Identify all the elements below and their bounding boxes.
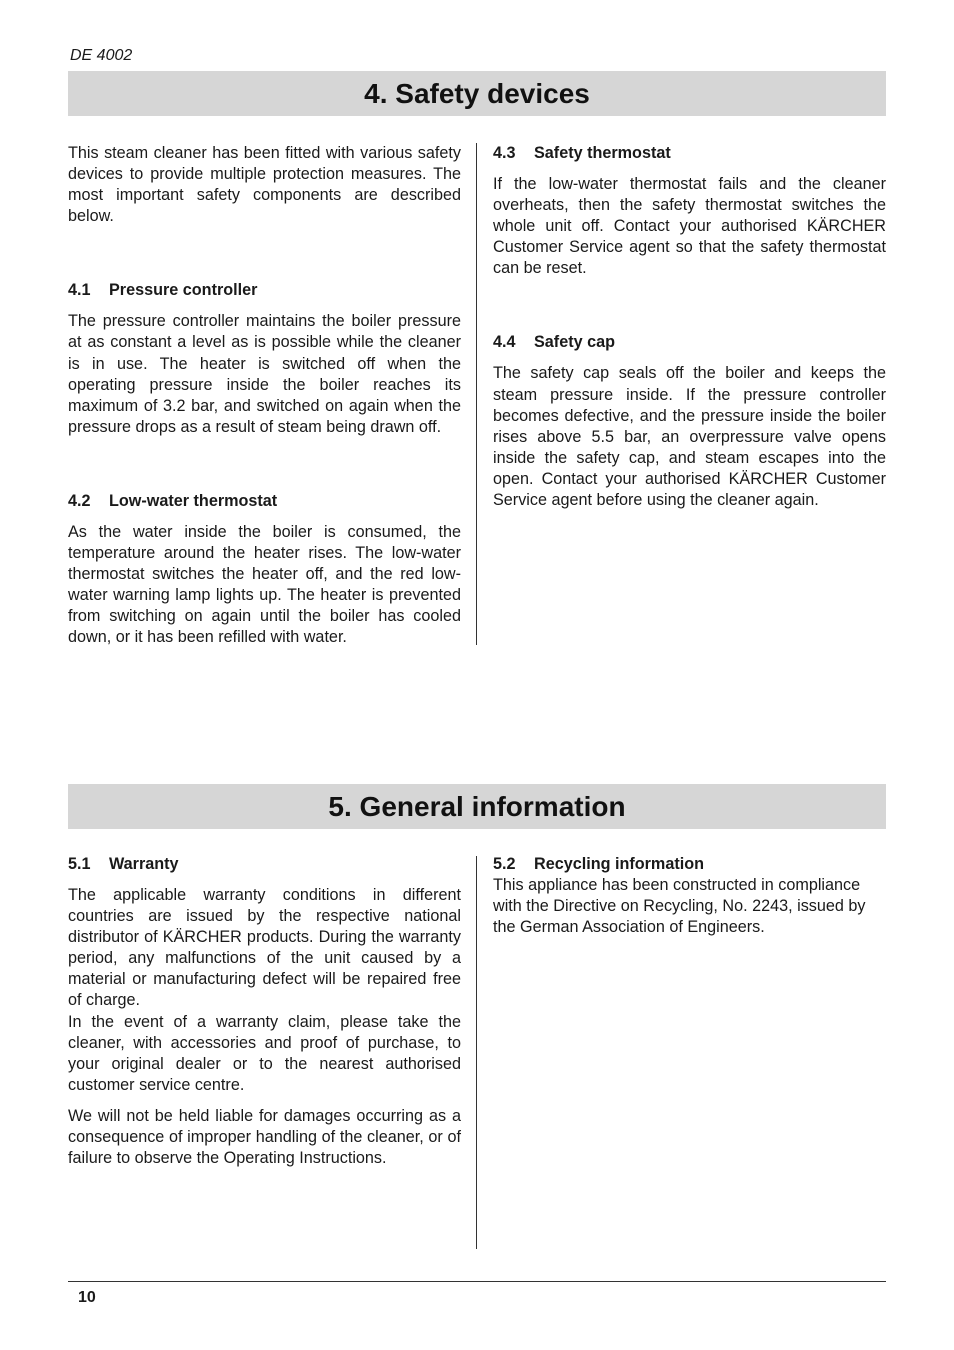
- section-5-left-column: [68, 854, 461, 1179]
- section-5-right-column: [493, 854, 886, 948]
- section-4-heading: 4. Safety devices: [68, 71, 886, 116]
- heading-5-2: 5.2 Recycling information: [493, 855, 704, 873]
- paragraph-4-3: If the low-water thermostat fails and the cleaner overheats, then the safety thermostat switches the whole unit off. Contact your authorised KÄRCHER Customer Service agent so that the safety thermostat can be reset.: [493, 175, 886, 278]
- section-4-left-column: [68, 143, 461, 659]
- paragraph-4-1: The pressure controller maintains the boiler pressure at as constant a level as is possible while the cleaner is in use. The heater is switched off when the operating pressure inside the boiler reaches its maximum of 3.2 bar, and switched on again when the pressure drops as a result of steam being drawn off.: [68, 312, 461, 436]
- intro-paragraph: This steam cleaner has been fitted with various safety devices to provide multiple protection measures. The most important safety components are described below.: [68, 144, 461, 226]
- model-label: DE 4002: [70, 47, 133, 64]
- footer-rule: [68, 1281, 886, 1282]
- column-divider: [476, 856, 477, 1249]
- page-number: 10: [78, 1289, 96, 1306]
- heading-4-3: 4.3 Safety thermostat: [493, 144, 671, 162]
- column-divider: [476, 143, 477, 645]
- section-5-heading: 5. General information: [68, 784, 886, 829]
- paragraph-4-4: The safety cap seals off the boiler and keeps the steam pressure inside. If the pressure controller becomes defective, and the pressure inside the boiler rises above 5.5 bar, an overpressure valve opens inside the safety cap, and steam escapes into the open. Contact your authorised KÄRCHER Customer Service agent before using the cleaner again.: [493, 364, 886, 510]
- paragraph-5-2: This appliance has been constructed in compliance with the Directive on Recycling, No. 2243, issued by the German Association of Engineers.: [493, 876, 866, 937]
- section-4-right-column: [493, 143, 886, 521]
- heading-4-4: 4.4 Safety cap: [493, 333, 615, 352]
- paragraph-5-1-b: In the event of a warranty claim, please take the cleaner, with accessories and proof of purchase, to your original dealer or to the nearest authorised customer service centre.: [68, 1012, 461, 1094]
- paragraph-4-2: As the water inside the boiler is consumed, the temperature around the heater rises. The low-water thermostat switches the heater off, and the red low-water warning lamp lights up. The heater is prevented from switching on again until the boiler has cooled down, or it has been refilled with water.: [68, 522, 461, 647]
- paragraph-5-1-a: The applicable warranty conditions in different countries are issued by the respective national distributor of KÄRCHER products. During the warranty period, any malfunctions of the unit caused by a material or manufacturing defect will be repaired free of charge.: [68, 886, 461, 1010]
- heading-4-1: 4.1 Pressure controller: [68, 281, 258, 300]
- paragraph-5-1-c: We will not be held liable for damages occurring as a consequence of improper handling of the cleaner, or of failure to observe the Operating Instructions.: [68, 1106, 461, 1168]
- heading-5-1: 5.1 Warranty: [68, 855, 179, 873]
- heading-4-2: 4.2 Low-water thermostat: [68, 491, 278, 510]
